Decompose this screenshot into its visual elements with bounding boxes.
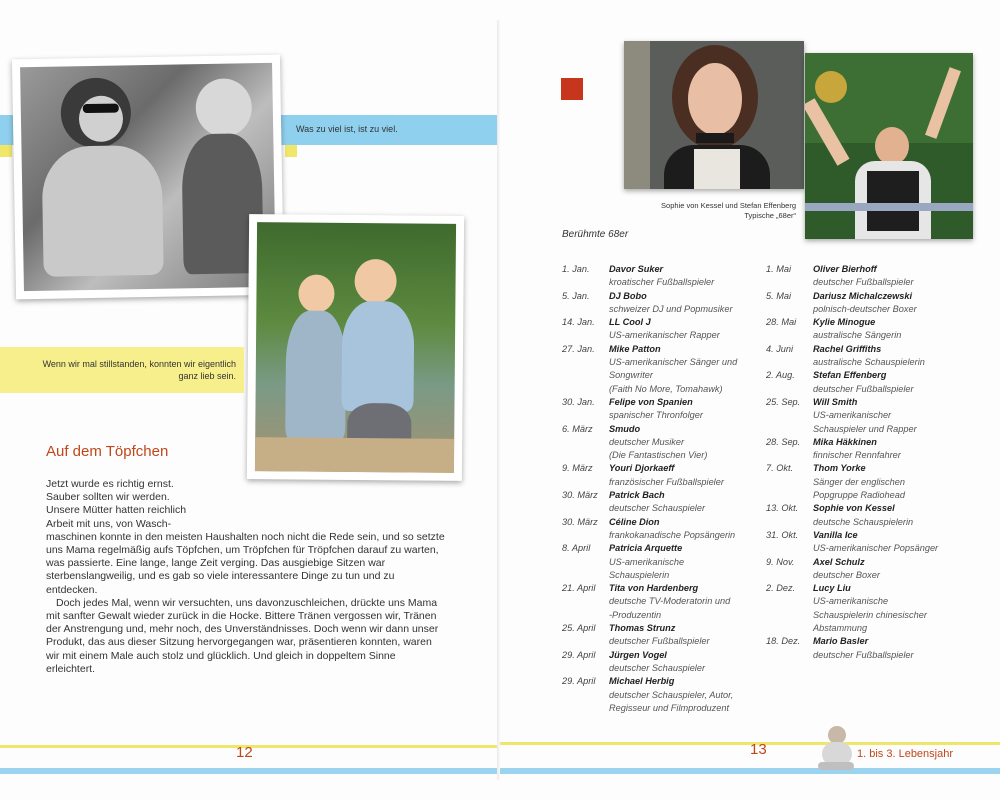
entry-info xyxy=(609,649,705,676)
entry-info xyxy=(609,263,714,290)
red-square-marker xyxy=(561,78,583,100)
birthday-entry xyxy=(562,423,762,463)
entry-date: 5. Jan. xyxy=(562,290,590,301)
entry-description: (Faith No More, Tomahawk) xyxy=(609,383,723,394)
entry-name: Smudo xyxy=(609,423,641,434)
entry-date: 28. Mai xyxy=(766,317,797,328)
entry-description: deutscher Musiker xyxy=(609,436,685,447)
entry-info xyxy=(609,582,730,622)
birthday-list-col1 xyxy=(562,263,762,715)
baby-photo xyxy=(818,724,854,772)
entry-name: Dariusz Michalczewski xyxy=(813,290,913,301)
body-line: Unsere Mütter hatten reichlich xyxy=(46,504,187,517)
birthday-entry xyxy=(766,582,976,635)
entry-date: 25. Sep. xyxy=(766,396,801,407)
entry-name: Davor Suker xyxy=(609,264,664,274)
body-text xyxy=(46,478,446,676)
birthday-entry xyxy=(562,516,762,543)
photo-mother-child-bw xyxy=(12,55,284,300)
entry-description: Abstammung xyxy=(813,623,868,634)
birthday-entry xyxy=(562,343,762,396)
entry-name: Lucy Liu xyxy=(813,583,851,594)
entry-date: 9. Nov. xyxy=(766,556,795,567)
entry-name: Will Smith xyxy=(813,396,858,407)
entry-name: Kylie Minogue xyxy=(813,317,876,328)
entry-description: deutscher Schauspieler, Autor, xyxy=(609,689,734,700)
entry-description: Schauspielerin chinesischer xyxy=(813,609,927,620)
entry-date: 30. Jan. xyxy=(562,396,595,407)
entry-name: Youri Djorkaeff xyxy=(609,463,675,474)
birthday-entry xyxy=(766,369,976,396)
birthday-entry xyxy=(562,582,762,622)
entry-info xyxy=(609,423,707,463)
entry-info xyxy=(813,556,880,583)
body-line: Arbeit mit uns, von Wasch- xyxy=(46,517,172,530)
entry-name: Mike Patton xyxy=(609,343,661,354)
body-paragraph: maschinen konnte in den meisten Haushalten noch nicht die Rede sein, und so setzte uns Mama regelmäßig aufs Töpfchen, um Tröpfchen für Tröpfchen darauf zu warten, was passierte. Eine lange, lange Zeit verging. Das ausgiebige Sitzen war sterbenslangweilig, und es gab so viele interessantere Dinge zu tun und zu entdecken. xyxy=(46,530,445,596)
entry-date: 1. Mai xyxy=(766,264,792,274)
entry-name: Céline Dion xyxy=(609,516,660,527)
entry-description: -Produzentin xyxy=(609,609,662,620)
entry-name: Vanilla Ice xyxy=(813,529,858,540)
entry-description: Regisseur und Filmproduzent xyxy=(609,702,730,713)
entry-description: Schauspieler und Rapper xyxy=(813,423,917,434)
entry-description: polnisch-deutscher Boxer xyxy=(813,303,917,314)
birthday-entry xyxy=(766,263,976,290)
birthday-entry xyxy=(766,316,976,343)
birthday-entry xyxy=(766,556,976,583)
entry-date: 9. März xyxy=(562,463,593,474)
entry-name: Axel Schulz xyxy=(813,556,865,567)
chapter-heading: Auf dem Töpfchen xyxy=(46,443,169,460)
entry-info xyxy=(813,263,914,290)
birthday-entry xyxy=(766,396,976,436)
entry-name: Patricia Arquette xyxy=(609,543,683,554)
entry-date: 30. März xyxy=(562,516,598,527)
photo-quote-top: Was zu viel ist, ist zu viel. xyxy=(296,124,398,134)
birthday-entry xyxy=(562,263,762,290)
entry-date: 4. Juni xyxy=(766,343,794,354)
birthday-entry xyxy=(562,649,762,676)
entry-description: deutsche TV-Moderatorin und xyxy=(609,596,731,607)
chapter-label: 1. bis 3. Lebensjahr xyxy=(857,748,954,760)
entry-description: deutscher Boxer xyxy=(813,569,880,580)
entry-description: US-amerikanische xyxy=(813,596,889,607)
entry-info xyxy=(813,502,913,529)
birthday-entry xyxy=(562,675,762,715)
entry-name: Thom Yorke xyxy=(813,463,866,474)
entry-description: US-amerikanische xyxy=(609,556,685,567)
entry-date: 6. März xyxy=(562,423,593,434)
entry-info xyxy=(813,635,914,662)
entry-info xyxy=(813,462,905,502)
entry-name: LL Cool J xyxy=(609,317,651,328)
entry-description: US-amerikanischer Sänger und xyxy=(609,357,738,368)
entry-date: 27. Jan. xyxy=(562,343,595,354)
entry-info xyxy=(813,316,901,343)
entry-name: Tita von Hardenberg xyxy=(609,583,699,594)
entry-date: 25. April xyxy=(562,623,596,634)
entry-date: 13. Okt. xyxy=(766,503,799,514)
birthday-entry xyxy=(562,396,762,423)
entry-description: frankokanadische Popsängerin xyxy=(609,529,736,540)
section-title: Berühmte 68er xyxy=(562,229,629,240)
entry-description: deutscher Fußballspieler xyxy=(813,277,914,288)
entry-date: 21. April xyxy=(562,583,596,594)
yellow-accent xyxy=(285,145,297,157)
birthday-entry xyxy=(562,622,762,649)
birthday-entry xyxy=(766,290,976,317)
entry-date: 18. Dez. xyxy=(766,636,801,647)
birthday-entry xyxy=(562,489,762,516)
entry-description: australische Schauspielerin xyxy=(813,357,925,368)
entry-info xyxy=(609,462,724,489)
entry-description: deutscher Fußballspieler xyxy=(813,383,914,394)
entry-name: Oliver Bierhoff xyxy=(813,264,877,274)
entry-date: 28. Sep. xyxy=(766,436,801,447)
body-line: Sauber sollten wir werden. xyxy=(46,491,170,504)
photo-sophie-von-kessel xyxy=(624,41,804,189)
page-number: 12 xyxy=(236,744,253,761)
entry-description: Songwriter xyxy=(609,370,653,381)
entry-date: 1. Jan. xyxy=(562,264,590,274)
birthday-entry xyxy=(766,529,976,556)
entry-info xyxy=(813,582,927,635)
birthday-entry xyxy=(562,290,762,317)
entry-name: Sophie von Kessel xyxy=(813,503,895,514)
entry-info xyxy=(813,290,917,317)
page-number: 13 xyxy=(750,741,767,758)
photo-quote-bottom: Wenn wir mal stillstanden, konnten wir eigentlich ganz lieb sein. xyxy=(42,359,236,381)
birthday-entry xyxy=(766,436,976,463)
entry-date: 14. Jan. xyxy=(562,317,595,328)
entry-name: Felipe von Spanien xyxy=(609,396,693,407)
entry-info xyxy=(813,436,901,463)
entry-name: Stefan Effenberg xyxy=(813,370,887,381)
entry-description: französischer Fußballspieler xyxy=(609,476,724,487)
entry-description: Sänger der englischen xyxy=(813,476,905,487)
entry-date: 5. Mai xyxy=(766,290,792,301)
entry-info xyxy=(609,489,705,516)
yellow-accent xyxy=(0,145,12,157)
entry-name: DJ Bobo xyxy=(609,290,647,301)
entry-name: Mario Basler xyxy=(813,636,869,647)
entry-info xyxy=(609,516,735,543)
birthday-entry xyxy=(766,502,976,529)
entry-date: 7. Okt. xyxy=(766,463,794,474)
entry-description: schweizer DJ und Popmusiker xyxy=(609,303,733,314)
entry-description: finnischer Rennfahrer xyxy=(813,450,901,461)
entry-date: 2. Dez. xyxy=(766,583,796,594)
entry-description: kroatischer Fußballspieler xyxy=(609,277,715,288)
entry-info xyxy=(813,396,917,436)
entry-description: US-amerikanischer Popsänger xyxy=(813,543,939,554)
caption-line: Sophie von Kessel und Stefan Effenberg xyxy=(661,201,796,210)
entry-name: Rachel Griffiths xyxy=(813,343,882,354)
entry-info xyxy=(609,290,733,317)
entry-info xyxy=(609,343,737,396)
entry-name: Jürgen Vogel xyxy=(609,649,667,660)
entry-description: australische Sängerin xyxy=(813,330,902,341)
footer-bar xyxy=(0,768,500,774)
birthday-entry xyxy=(766,343,976,370)
entry-info xyxy=(609,316,720,343)
entry-description: Popgruppe Radiohead xyxy=(813,490,905,501)
photo-caption xyxy=(620,201,796,221)
body-line: Jetzt wurde es richtig ernst. xyxy=(46,478,174,490)
body-paragraph: Doch jedes Mal, wenn wir versuchten, uns davonzuschleichen, drückte uns Mama mit sanfter Gewalt wieder zurück in die Hocke. Bittere Tränen vergossen wir, Tränen der Anstrengung und, mehr noch, des Unverständnisses. Doch wenn wir dann unser Produkt, das aus dieser Sitzung hervorgegangen war, präsentieren konnten, waren wir mit einem Male auch stolz und glücklich. Und gleich in doppeltem Sinne erleichtert. xyxy=(46,596,439,675)
entry-info xyxy=(813,343,925,370)
birthday-entry xyxy=(562,542,762,582)
birthday-entry xyxy=(562,462,762,489)
birthday-entry xyxy=(766,462,976,502)
entry-info xyxy=(609,675,733,715)
caption-line: Typische „68er“ xyxy=(744,211,796,220)
footer-bar xyxy=(500,768,1000,774)
entry-description: US-amerikanischer xyxy=(813,410,892,421)
entry-description: spanischer Thronfolger xyxy=(609,410,703,421)
birthday-list-col2 xyxy=(766,263,976,662)
entry-description: deutscher Fußballspieler xyxy=(609,636,710,647)
entry-date: 2. Aug. xyxy=(766,370,795,381)
birthday-entry xyxy=(562,316,762,343)
birthday-entry xyxy=(766,635,976,662)
entry-name: Michael Herbig xyxy=(609,676,675,687)
entry-description: deutscher Fußballspieler xyxy=(813,649,914,660)
entry-date: 8. April xyxy=(562,543,591,554)
entry-info xyxy=(609,622,710,649)
entry-date: 30. März xyxy=(562,490,598,501)
entry-name: Thomas Strunz xyxy=(609,623,676,634)
photo-two-boys-color xyxy=(247,214,464,481)
entry-info xyxy=(609,396,703,423)
entry-date: 31. Okt. xyxy=(766,529,799,540)
entry-info xyxy=(813,529,938,556)
entry-description: US-amerikanischer Rapper xyxy=(609,330,720,341)
entry-description: deutsche Schauspielerin xyxy=(813,516,914,527)
entry-date: 29. April xyxy=(562,649,596,660)
entry-info xyxy=(609,542,684,582)
entry-description: deutscher Schauspieler xyxy=(609,503,706,514)
entry-info xyxy=(813,369,914,396)
entry-name: Mika Häkkinen xyxy=(813,436,877,447)
entry-description: Schauspielerin xyxy=(609,569,670,580)
photo-stefan-effenberg xyxy=(805,53,973,239)
entry-date: 29. April xyxy=(562,676,596,687)
entry-description: deutscher Schauspieler xyxy=(609,662,706,673)
entry-name: Patrick Bach xyxy=(609,490,665,501)
entry-description: (Die Fantastischen Vier) xyxy=(609,450,708,461)
